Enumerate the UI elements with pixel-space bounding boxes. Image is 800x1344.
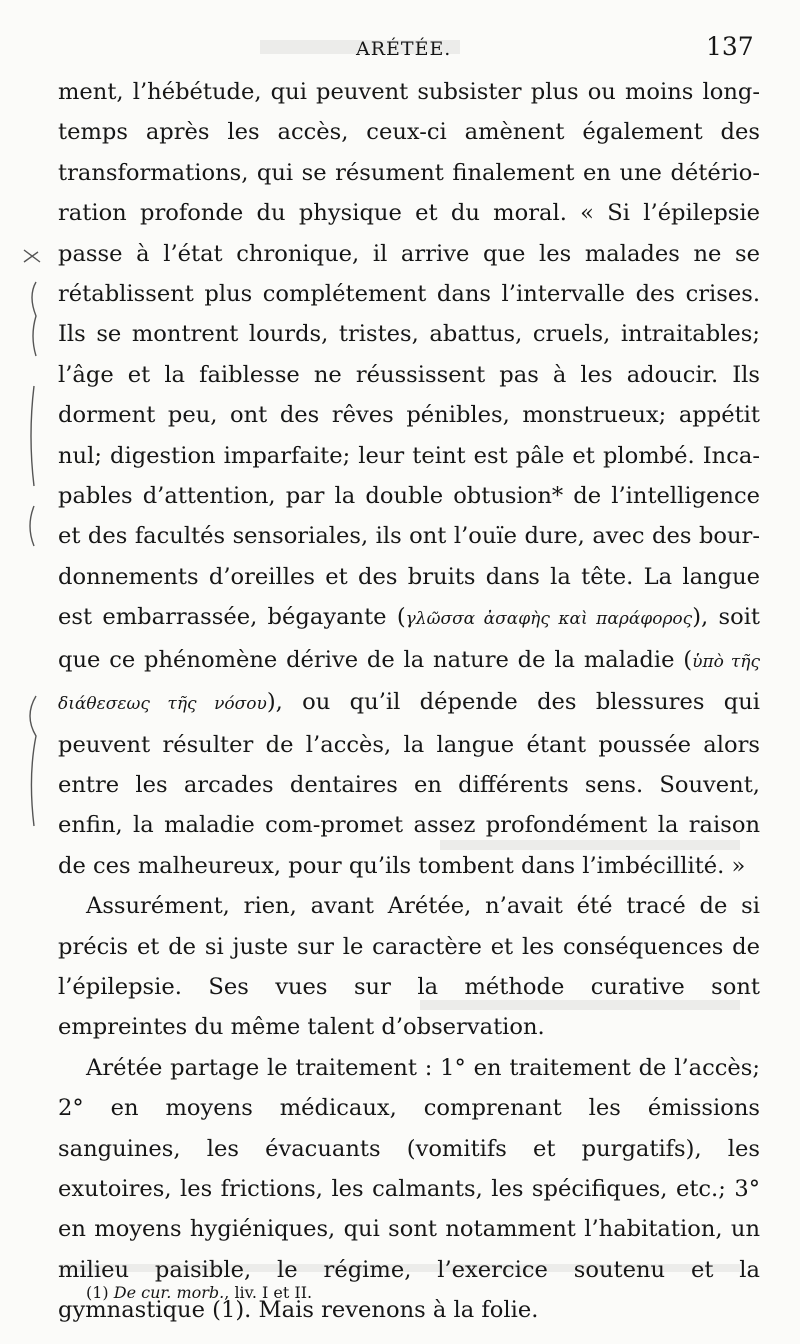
text-segment: Assurément, rien, avant Arétée, n’avait été tracé de si précis et de si juste sur le caractère et les conséquences de l’épilepsie. Ses vues sur la méthode curative sont empreintes du même talent d’observation. [58, 893, 760, 1041]
text-segment: ment, l’hébétude, qui peuvent subsister plus ou moins long-temps après les accès, ceux-ci amènent également des transformations, qui se résument finalement en une détério-ration profonde du physique et du moral. « Si l’épilepsie passe à l’état chronique, il arrive que les malades ne se rétablissent plus complétement dans l’intervalle des crises. Ils se montrent lourds, tristes, abattus, cruels, intraitables; l’âge et la faiblesse ne réussissent pas à les adoucir. Ils dorment peu, ont des rêves pénibles, monstrueux; appétit nul; digestion imparfaite; leur teint est pâle et plombé. Inca-pables d’attention, par la double obtusion* de l’intelligence et des facultés sensoriales, ils ont l’ouïe dure, avec des bour-donnements d’oreilles et des bruits dans la tête. La langue est embarrassée, bégayante ( [58, 79, 760, 631]
footnote [86, 1282, 312, 1304]
footnote-marker: (1) [86, 1283, 109, 1302]
running-head [0, 32, 800, 76]
text-segment: ), soit que ce phénomène dérive de la nature de la maladie ( [58, 604, 760, 673]
margin-line-middle [31, 386, 34, 486]
paragraph-1 [58, 72, 760, 886]
body-text [58, 72, 760, 1331]
paragraph-2 [58, 886, 760, 1048]
footnote-work-title: De cur. morb. [113, 1283, 225, 1302]
margin-bracket-bottom [30, 696, 36, 826]
footnote-detail: , liv. I et II. [224, 1283, 313, 1302]
greek-quotation: γλῶσσα ἀσαφὴς καὶ παράφορος [405, 609, 693, 630]
margin-bracket-top [32, 282, 36, 356]
running-title: ARÉTÉE. [356, 38, 452, 60]
greek-quotation: ὑπὸ τῆς διάθεσεως τῆς νόσου [58, 651, 760, 715]
margin-pencil-marks [22, 236, 62, 836]
page-number: 137 [706, 32, 754, 61]
margin-line-lower [30, 506, 34, 546]
margin-cross-mark [24, 250, 40, 262]
text-segment: Arétée partage le traitement : 1° en traitement de l’accès; 2° en moyens médicaux, comprenant les émissions sanguines, les évacuants (vomitifs et purgatifs), les exutoires, les frictions, les calmants, les spécifiques, etc.; 3° en moyens hygiéniques, qui sont notamment l’habitation, un milieu paisible, le régime, l’exercice soutenu et la gymnastique (1). Mais revenons à la folie. [58, 1054, 760, 1324]
text-segment: ), ou qu’il dépende des blessures qui peuvent résulter de l’accès, la langue étant poussée alors entre les arcades dentaires en différents sens. Souvent, enfin, la maladie com-promet assez profondément la raison de ces malheureux, pour qu’ils tombent dans l’imbécillité. » [58, 689, 760, 879]
